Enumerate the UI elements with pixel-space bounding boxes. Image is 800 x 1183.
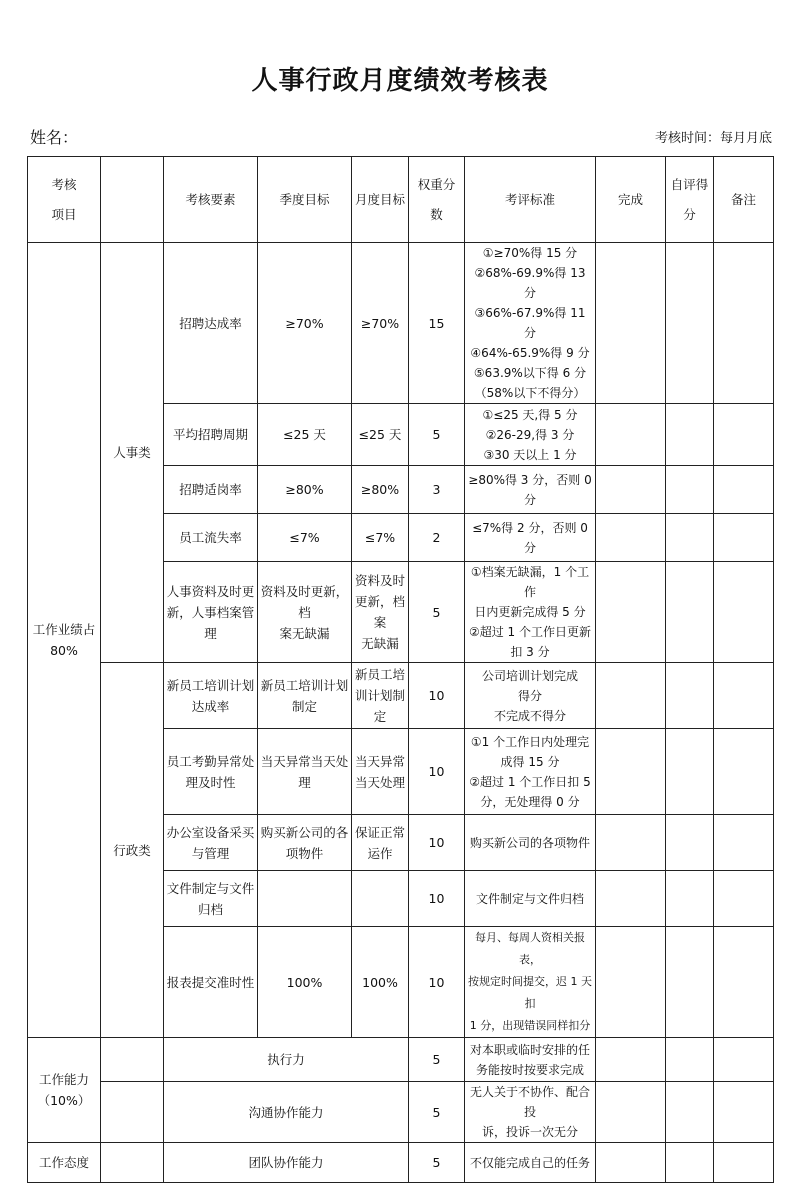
cell-line: 得分 [517,688,542,703]
cell-line: 诉，投诉一次无分 [481,1125,578,1139]
criteria-cell [465,243,596,404]
remark-cell [714,663,774,729]
self-score-cell [666,1082,714,1143]
criteria-cell [465,927,596,1038]
criteria-cell [465,871,596,927]
cell-line: 理及时性 [185,774,236,790]
month-target-cell [352,729,409,815]
header-month-target: 月度目标 [352,157,409,243]
header-element: 考核要素 [164,157,258,243]
cell-line: 文件制定与文件归档 [475,891,584,906]
quarter-target-cell [258,729,352,815]
cell-line: 人事资料及时更 [166,583,255,599]
cell-line: 当天处理 [354,774,405,790]
remark-cell [714,871,774,927]
cell-line: 达成率 [191,698,230,714]
cell-line: 成得 15 分 [500,754,560,769]
cell-line: ②68%-69.9%得 13 分 [474,266,586,300]
group-hr: 人事类 [101,243,164,663]
cell-line: 日内更新完成得 5 分 [474,605,586,619]
cell-line: 更新，档案 [354,594,405,630]
weight-cell: 10 [409,927,465,1038]
cell-line: ②26-29,得 3 分 [485,427,575,442]
group-admin: 行政类 [101,663,164,1038]
cell-line: ≥70% [285,315,324,331]
cell-line: ≤25 天 [283,427,326,442]
cell-line: 资料及时更新，档 [260,583,349,620]
cell-line: 无人关于不协作、配合投 [469,1085,590,1119]
cell-line: ①档案无缺漏，1 个工作 [470,565,590,599]
complete-cell [596,1082,666,1143]
month-target-cell [352,514,409,562]
cell-line: 务能按时按要求完成 [475,1062,584,1077]
cell-line: 每月、每周人资相关报表， [475,931,585,966]
cell-line: ≤7% [289,530,320,545]
cell-line: ≤25 天 [358,427,402,442]
element-cell: 团队协作能力 [164,1143,409,1183]
cell-line: 保证正常 [354,824,405,840]
performance-table [27,156,774,1183]
element-cell [164,466,258,514]
cell-line: 分，无处理得 0 分 [480,794,580,809]
month-target-cell [352,927,409,1038]
complete-cell [596,729,666,815]
remark-cell [714,1082,774,1143]
month-target-cell [352,815,409,871]
remark-cell [714,1038,774,1082]
quarter-target-cell [258,466,352,514]
cell-line: 按规定时间提交，迟 1 天扣 [468,975,592,1010]
weight-cell: 2 [409,514,465,562]
self-score-cell [666,871,714,927]
cell-line: 扣 3 分 [510,645,550,659]
criteria-cell [465,404,596,466]
cell-line: 购买新公司的各项物件 [469,835,590,850]
header-complete: 完成 [596,157,666,243]
quarter-target-cell [258,562,352,663]
cell-line: 100% [362,974,398,990]
table-row [28,1082,774,1143]
header-self-score: 自评得 分 [666,157,714,243]
cell-line: 新员工培训计划 [166,677,255,693]
weight-cell: 15 [409,243,465,404]
complete-cell [596,871,666,927]
quarter-target-cell [258,871,352,927]
cell-line: ③66%-67.9%得 11 分 [474,306,586,340]
remark-cell [714,729,774,815]
self-score-cell [666,562,714,663]
group-attitude: 工作态度 [28,1143,101,1183]
cell-line: 100% [286,974,323,990]
criteria-cell [465,1038,596,1082]
remark-cell [714,815,774,871]
table-row [28,1143,774,1183]
cell-line: ④64%-65.9%得 9 分 [470,346,590,360]
criteria-cell [465,663,596,729]
element-cell [164,243,258,404]
element-cell [164,815,258,871]
sub-group-blank [101,1143,164,1183]
weight-cell: 10 [409,729,465,815]
cell-line: 无缺漏 [361,636,399,651]
complete-cell [596,466,666,514]
cell-line: ≥70% [360,315,400,331]
cell-line: 员工考勤异常处 [166,753,255,769]
cell-line: ≥80%得 3 分，否则 0 分 [468,472,592,507]
cell-line: 新员工培训计划 [260,677,349,693]
quarter-target-cell [258,404,352,466]
weight-cell: 5 [409,404,465,466]
cell-line: ③30 天以上 1 分 [483,447,577,462]
cell-line: 资料及时 [354,573,405,588]
cell-line: 办公室设备采买 [166,824,255,840]
cell-line: 报表提交准时性 [166,974,255,990]
header-item: 考核 项目 [28,157,101,243]
weight-cell: 10 [409,815,465,871]
self-score-cell [666,466,714,514]
self-score-cell [666,663,714,729]
group-ability: 工作能力 （10%） [28,1038,101,1143]
sub-group-blank [101,1082,164,1143]
element-cell [164,404,258,466]
weight-cell: 5 [409,1082,465,1143]
element-cell [164,514,258,562]
cell-line: 对本职或临时安排的任 [469,1042,590,1057]
sub-group-blank [101,1038,164,1082]
complete-cell [596,663,666,729]
header-remark: 备注 [714,157,774,243]
self-score-cell [666,927,714,1038]
header-weight: 权重分 数 [409,157,465,243]
quarter-target-cell [258,514,352,562]
table-row [28,243,774,404]
month-target-cell [352,871,409,927]
page-title: 人事行政月度绩效考核表 [251,66,549,96]
cell-line: 理 [298,774,311,790]
complete-cell [596,1038,666,1082]
element-cell [164,927,258,1038]
remark-cell [714,243,774,404]
element-cell [164,729,258,815]
cell-line: 归档 [197,901,223,917]
weight-cell: 5 [409,562,465,663]
quarter-target-cell [258,927,352,1038]
cell-line: 1 分，出现错误同样扣分 [469,1019,591,1032]
self-score-cell [666,1143,714,1183]
cell-line: ≤7% [364,530,396,545]
remark-cell [714,466,774,514]
cell-line: 招聘适岗率 [179,482,242,497]
self-score-cell [666,514,714,562]
month-target-cell [352,466,409,514]
element-cell: 执行力 [164,1038,409,1082]
cell-line: 制定 [291,698,317,714]
self-score-cell [666,729,714,815]
remark-cell [714,1143,774,1183]
complete-cell [596,815,666,871]
table-row [28,663,774,729]
cell-line: （58%以下不得分） [474,386,586,400]
remark-cell [714,927,774,1038]
complete-cell [596,243,666,404]
element-cell: 沟通协作能力 [164,1082,409,1143]
cell-line: 平均招聘周期 [172,427,248,442]
criteria-cell [465,729,596,815]
complete-cell [596,514,666,562]
self-score-cell [666,404,714,466]
cell-line: 案无缺漏 [279,625,330,641]
cell-line: 招聘达成率 [179,315,242,331]
weight-cell: 10 [409,871,465,927]
cell-line: 运作 [367,845,393,861]
criteria-cell [465,562,596,663]
complete-cell [596,562,666,663]
cell-line: 不仅能完成自己的任务 [469,1155,590,1170]
cell-line: 文件制定与文件 [166,880,255,896]
element-cell [164,663,258,729]
cell-line: ≥80% [285,482,324,497]
complete-cell [596,404,666,466]
cell-line: 购买新公司的各 [260,824,349,840]
remark-cell [714,404,774,466]
cell-line: ②超过 1 个工作日更新 [468,625,592,639]
element-cell [164,562,258,663]
cell-line: ①≤25 天,得 5 分 [482,407,578,422]
weight-cell: 5 [409,1038,465,1082]
complete-cell [596,927,666,1038]
criteria-cell [465,466,596,514]
header-quarter-target: 季度目标 [258,157,352,243]
month-target-cell [352,562,409,663]
criteria-cell [465,514,596,562]
header-blank [101,157,164,243]
cell-line: 定 [373,709,387,724]
weight-cell: 5 [409,1143,465,1183]
group-performance: 工作业绩占 80% [28,243,101,1038]
self-score-cell [666,1038,714,1082]
cell-line: ≥80% [360,482,400,497]
cell-line: 新员工培 [354,667,405,682]
quarter-target-cell [258,815,352,871]
cell-line: ①1 个工作日内处理完 [470,734,590,749]
cell-line: 新，人事档案管理 [166,604,255,641]
criteria-cell [465,1143,596,1183]
cell-line: 当天异常 [354,753,405,769]
month-target-cell [352,243,409,404]
table-row [28,1038,774,1082]
cell-line: ⑤63.9%以下得 6 分 [473,366,587,380]
weight-cell: 3 [409,466,465,514]
element-cell [164,871,258,927]
cell-line: ①≥70%得 15 分 [482,246,578,260]
criteria-cell [465,1082,596,1143]
cell-line: 员工流失率 [179,530,242,545]
cell-line: 不完成不得分 [493,708,566,723]
month-target-cell [352,663,409,729]
cell-line: ②超过 1 个工作日扣 5 [469,774,591,789]
name-label: 姓名： [30,128,79,147]
criteria-cell [465,815,596,871]
weight-cell: 10 [409,663,465,729]
cell-line: 当天异常当天处 [260,753,349,769]
cell-line: 训计划制 [354,688,405,703]
quarter-target-cell [258,663,352,729]
self-score-cell [666,815,714,871]
table-header-row [28,157,774,243]
remark-cell [714,562,774,663]
cell-line: 公司培训计划完成 [481,668,578,683]
header-criteria: 考评标准 [465,157,596,243]
assessment-time-label: 考核时间：每月月底 [654,131,772,146]
cell-line: 项物件 [285,845,324,861]
month-target-cell [352,404,409,466]
quarter-target-cell [258,243,352,404]
cell-line: 与管理 [191,845,230,861]
cell-line: ≤7%得 2 分，否则 0 分 [472,520,588,555]
self-score-cell [666,243,714,404]
complete-cell [596,1143,666,1183]
remark-cell [714,514,774,562]
